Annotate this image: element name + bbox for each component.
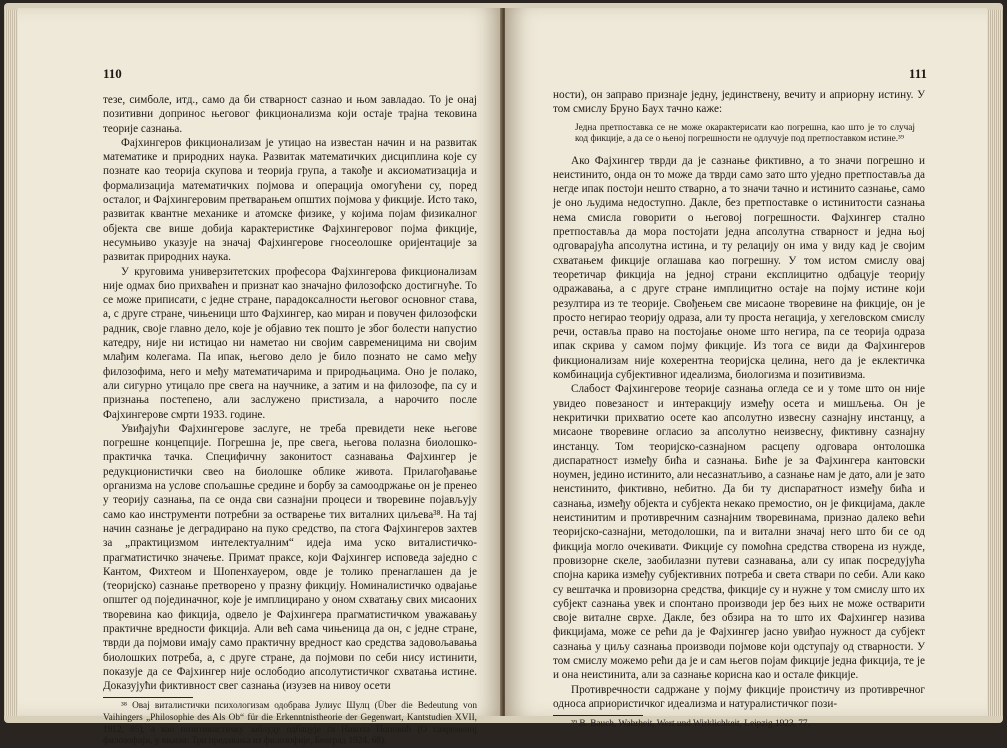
page-edges-right xyxy=(987,10,1003,716)
paragraph: Увиђајући Фајхингерове заслуге, не треба превидети неке његове погрешне концепције. Погрешна је, пре свега, његова полазна биолошко-практичка тачка. Специфичну законитост сазнавања Фајхингер је редукционистички свео на биолошке облике живота. Прилагођавање организма на услове спољашње средине и борбу за самоодржање он је пренео у теорију сазнања, па се онда сви сазнајни процеси и творевине појављују само као инструменти потребни за остварење тих виталних циљева³⁸. На тај начин сазнање је деградирано на пуко средство, па стога Фајхингеров захтев за „практицизмом интелектуалним“ идеја има уско виталистичко-прагматистичко значење. Примат праксе, који Фајхингер исповеда заједно с Кантом, Фихтеом и Шопенхауером, овде је толико пренаглашен да је (теоријско) сазнање претворено у празну фикцију. Номиналистичко одвајање општег од појединачног, које је имплицирано у оном схватању свих мисаоних творевина као фикција, одвело је Фајхингера прагматистичком уважавању практичне вредности фикција. Али већ сама чињеница да он, с једне стране, тврди да појмови имају само практичну вредност као средства задовољавања биолошких потреба, а, с друге стране, да појмови по себи нису истинити, показује да се Фајхингер није ослободио апсолутистичког схватања истине. Доказујући фиктивност свег сазнања (изузев на нивоу осети xyxy=(103,422,477,693)
paragraph: Противречности садржане у појму фикције проистичу из противречног односа априористичког идеализма и натуралистичког пози- xyxy=(553,683,925,710)
footnote-rule xyxy=(103,697,193,698)
footnote: ³⁹ B. Bauch, Wahrheit, Wert und Wirklichkeit, Leipzig 1923, 77. xyxy=(571,719,810,730)
paragraph: У круговима универзитетских професора Фајхингерова фикционализам није одмах био прихваћен и признат као значајно филозофско достигнуће. То се може приписати, с једне стране, парадоксалности његовог основног става, а, с друге стране, чињеници што Фајхингер, као миран и повучен филозофски радник, своје главно дело, које је објавио тек пошто је због болести напустио катедру, није ни истицао ни наметао ни својим савременицима ни својим млађим колегама. Па ипак, његово дело је било познато не само међу филозофима, него и међу математичарима и природњацима. Оно је полако, али сигурно утицало пре свега на научнике, а затим и на филозофе, па су и признања постепено, али заслужено пристизала, а нарочито после Фајхингерове смрти 1933. године. xyxy=(103,265,477,421)
paragraph: Фајхингеров фикционализам је утицао на известан начин и на развитак математике и природних наука. Развитак математичких дисциплина које су познате као теорија скупова и теорија група, а такође и аксиоматизација и формализација математичких појмова и операција омогућени су, поред осталог, и Фајхингеровим претварањем општих појмова у фикције. Исто тако, развитак квантне механике и атомске физике, у којима појам физикалног објекта све више добија карактеристике Фајхингеровог појма фикције, несумњиво указује на значај Фајхингерове гносеолошке оријентације за развитак природних наука. xyxy=(103,136,477,264)
left-page xyxy=(18,8,502,747)
page-number: 111 xyxy=(908,66,927,81)
page-edges-left xyxy=(4,10,18,716)
left-page-body xyxy=(103,93,477,748)
footnote-rule xyxy=(553,715,643,716)
paragraph: Ако Фајхингер тврди да је сазнање фиктивно, а то значи погрешно и неистинито, онда он то може да тврди само зато што уједно претпоставља да негде ипак постоји нешто стварно, а то значи тачно и истинито сазнање, само је оно људима недоступно. Дакле, без претпоставке о истинитости сазнања нема смисла говорити о његовој погрешности. Фајхингер стално претпоставља да мора постојати једна апсолутна стварност и једна њој одговарајућа апсолутна истина, и ту релацију он има у виду кад је својим схватањем фикције оглашава као погрешну. У том истом смислу овај теоретичар фикција на једној страни експлицитно одбацује теорију одражавања, а с друге стране имплицитно остаје на појму истине који резултира из те теорије. Свођењем све мисаоне творевине на фикције, он је просто негирао теорију одраза, али ту проста негација, у хегеловском смислу речи, оставља право на постојање ономе што негира, па се теорија одраза ипак скрива у самом појму фикције. Из тога се види да Фајхингеров фикционализам није кохерентна теоријска целина, него да је еклектичка комбинација субјективног идеализма, биологизма и позитивизма. xyxy=(553,154,925,382)
footnote: ³⁸ Овај виталистички психологизам одобрава Јулиус Шулц (Über die Bedeutung von Vaihingers „Philosophie des Als Ob“ für die Erkenntnistheorie der Gegenwart, Kantstudien XVII, 1912, 85), а као позитивистичку заблуду одбацује га Никола Поповић (О савременој филозофији, у књизи: Три предавања из филозофије, Београд 1924, 68). xyxy=(103,701,477,747)
right-page-body xyxy=(553,88,925,731)
page-number: 110 xyxy=(103,66,122,81)
right-page xyxy=(505,8,987,730)
block-quote: Једна претпоставка се не може окарактерисати као погрешна, као што је то случај код фикције, а да се о њеној погрешности не одлучује под претпоставком истине.³⁹ xyxy=(575,122,915,145)
paragraph: тезе, симболе, итд., само да би стварност сазнао и њом завладао. То је онај позитивни допринос његовог фикционализма који остаје трајна тековина теорије сазнања. xyxy=(103,94,477,135)
paragraph: ности), он заправо признаје једну, јединствену, вечиту и априорну истину. У том смислу Бруно Баух тачно каже: xyxy=(553,89,925,116)
paragraph: Слабост Фајхингерове теорије сазнања огледа се и у томе што он није увидео повезаност и интеракцију између осета и мишљења. Он је некритички прихватио осете као апсолутно извесну сазнајну инстанцу, а мисаоне творевине огласио за апсолутно неизвесну, фиктивну сазнајну инстанцу. Том теоријско-сазнајном расцепу одговара онтолошка диспаратност између бића и сазнања. Биће је за Фајхингера кантовски ноумен, једино истинито, али несазнатљиво, а сазнање нам је дато, али је зато неистинито, фиктивно, небитно. Да би ту диспаратност између бића и сазнања, између објекта и субјекта некако премостио, он је фикцијама, дакле неистинитим и противречним сазнајним творевинама, признао далеко већи теоријско-сазнајни, методолошки, па и витални значај него што би се од фикција могло очекивати. Фикције су помоћна средства створена из нужде, провизорне скеле, заобилазни путеви сазнавања, али су ипак посредујућа спојна карика између субјективних потреба и света ствари по себи. Али како су вештачка и провизорна средства, фикције су и нужне у том смислу што их субјект сазнања увек и спонтано производи јер без њих не може остварити своје виталне сврхе. Дакле, без обзира на то што их Фајхингер назива фикцијама, може се рећи да је Фајхингер јасно увиђао нужност да субјект сазнања у циљу сазнања производи појмове који одступају од стварности. У том смислу можемо рећи да је и сам његов појам фикције једна фикција, те је и она неистинита, али за сазнање корисна као и остале фикције. xyxy=(553,383,925,682)
